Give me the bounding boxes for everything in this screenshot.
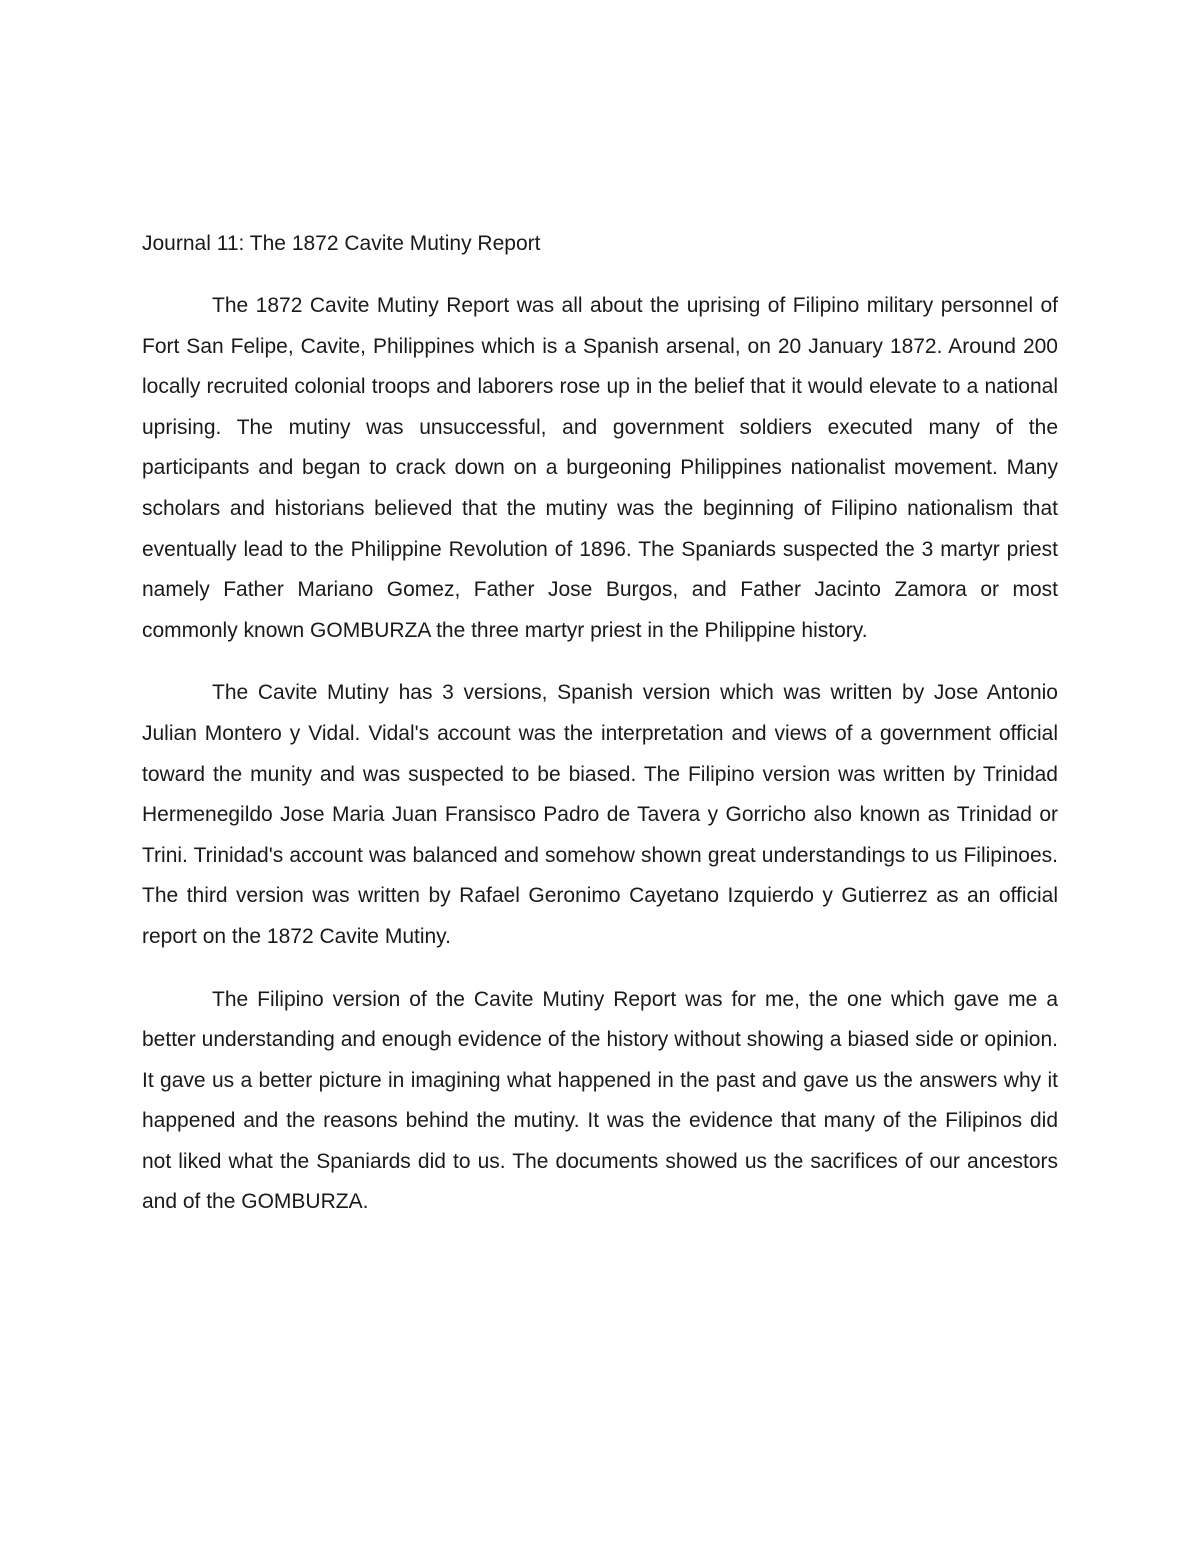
paragraph-3: The Filipino version of the Cavite Mutiny Report was for me, the one which gave me a better understanding and enough evidence of the history without showing a biased side or opinion. It gave us a better picture in imagining what happened in the past and gave us the answers why it happened and the reasons behind the mutiny. It was the evidence that many of the Filipinos did not liked what the Spaniards did to us. The documents showed us the sacrifices of our ancestors and of the GOMBURZA. xyxy=(142,987,1058,1214)
document-body xyxy=(142,224,1058,1223)
paragraph-1: The 1872 Cavite Mutiny Report was all about the uprising of Filipino military personnel of Fort San Felipe, Cavite, Philippines which is a Spanish arsenal, on 20 January 1872. Around 200 locally recruited colonial troops and laborers rose up in the belief that it would elevate to a national uprising. The mutiny was unsuccessful, and government soldiers executed many of the participants and began to crack down on a burgeoning Philippines nationalist movement. Many scholars and historians believed that the mutiny was the beginning of Filipino nationalism that eventually lead to the Philippine Revolution of 1896. The Spaniards suspected the 3 martyr priest namely Father Mariano Gomez, Father Jose Burgos, and Father Jacinto Zamora or most commonly known GOMBURZA the three martyr priest in the Philippine history. xyxy=(142,294,1058,642)
paragraph-2: The Cavite Mutiny has 3 versions, Spanish version which was written by Jose Antonio Julian Montero y Vidal. Vidal's account was the interpretation and views of a government official toward the munity and was suspected to be biased. The Filipino version was written by Trinidad Hermenegildo Jose Maria Juan Fransisco Padro de Tavera y Gorricho also known as Trinidad or Trini. Trinidad's account was balanced and somehow shown great understandings to us Filipinoes. The third version was written by Rafael Geronimo Cayetano Izquierdo y Gutierrez as an official report on the 1872 Cavite Mutiny. xyxy=(142,681,1058,948)
document-title: Journal 11: The 1872 Cavite Mutiny Report xyxy=(142,232,541,255)
